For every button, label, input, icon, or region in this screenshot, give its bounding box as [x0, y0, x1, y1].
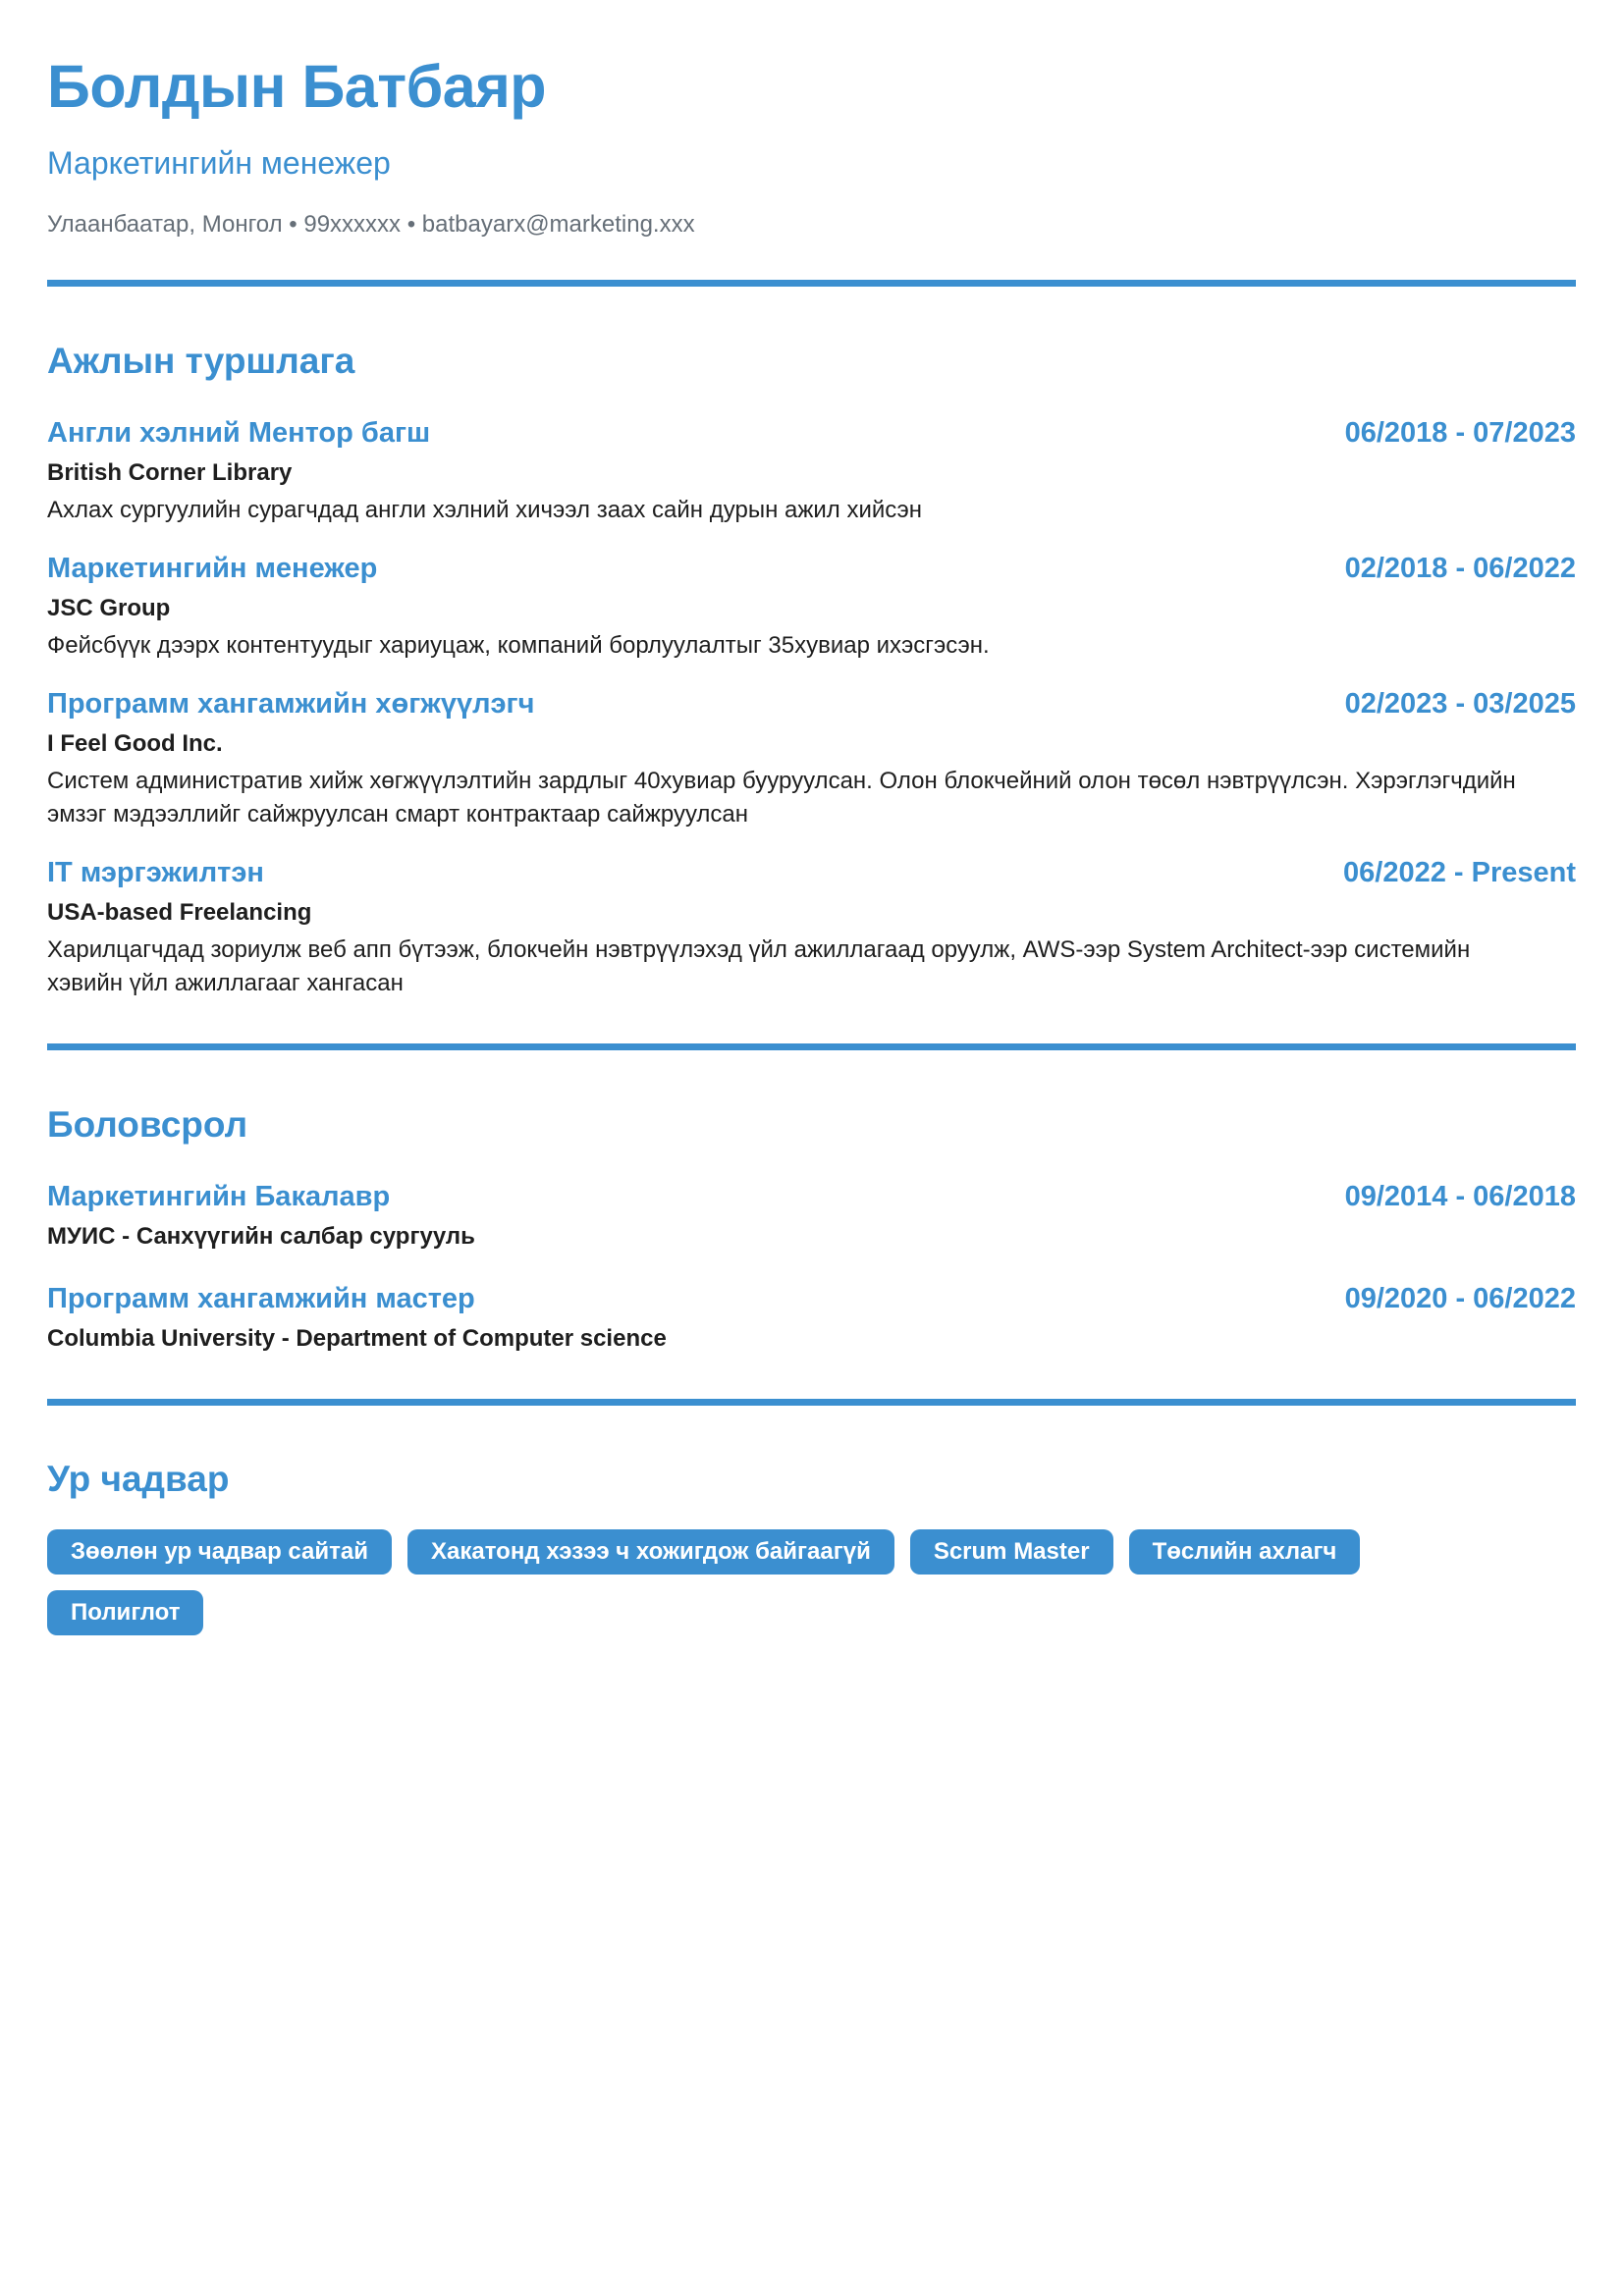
education-item	[47, 1179, 1576, 1252]
job-title: Программ хангамжийн хөгжүүлэгч	[47, 688, 535, 720]
person-name: Болдын Батбаяр	[47, 53, 547, 120]
experience-item-header	[47, 415, 1576, 451]
skill-tag: Хакатонд хэзээ ч хожигдож байгаагүй	[407, 1529, 894, 1575]
experience-item-header	[47, 855, 1576, 890]
institution: МУИС - Санхүүгийн салбар сургууль	[47, 1223, 475, 1250]
education-item	[47, 1281, 1576, 1354]
job-description: Харилцагчдад зориулж веб апп бүтээж, блокчейн нэвтрүүлэхэд үйл ажиллагаад оруулж, AWS-ээр System Architect-ээр системийн хэвийн үйл ажиллагааг хангасан	[47, 936, 1471, 996]
degree-title: Маркетингийн Бакалавр	[47, 1181, 391, 1212]
job-dates: 02/2018 - 06/2022	[1344, 553, 1576, 584]
employer: USA-based Freelancing	[47, 899, 312, 926]
experience-item	[47, 551, 1576, 663]
skills-heading: Ур чадвар	[47, 1459, 230, 1499]
section-divider	[47, 280, 1576, 287]
experience-item	[47, 855, 1576, 1000]
experience-item-header	[47, 551, 1576, 586]
education-item-header	[47, 1281, 1576, 1316]
job-dates: 02/2023 - 03/2025	[1344, 688, 1576, 720]
job-dates: 06/2022 - Present	[1343, 857, 1576, 888]
experience-item	[47, 686, 1576, 831]
section-divider	[47, 1399, 1576, 1406]
skill-tag: Төслийн ахлагч	[1129, 1529, 1361, 1575]
education-item-header	[47, 1179, 1576, 1214]
employer: I Feel Good Inc.	[47, 730, 223, 757]
job-dates: 06/2018 - 07/2023	[1344, 417, 1576, 449]
person-role: Маркетингийн менежер	[47, 145, 391, 181]
skills-list	[47, 1529, 1461, 1635]
degree-dates: 09/2014 - 06/2018	[1344, 1181, 1576, 1212]
experience-item	[47, 415, 1576, 527]
employer: British Corner Library	[47, 459, 293, 486]
institution: Columbia University - Department of Computer science	[47, 1325, 667, 1352]
job-title: IT мэргэжилтэн	[47, 857, 264, 888]
job-title: Англи хэлний Ментор багш	[47, 417, 431, 449]
degree-dates: 09/2020 - 06/2022	[1344, 1283, 1576, 1314]
education-heading: Боловсрол	[47, 1104, 248, 1145]
experience-heading: Ажлын туршлага	[47, 341, 355, 381]
section-divider	[47, 1043, 1576, 1050]
employer: JSC Group	[47, 595, 171, 621]
skill-tag: Полиглот	[47, 1590, 203, 1635]
education-list	[47, 1179, 1576, 1354]
skill-tag: Scrum Master	[910, 1529, 1113, 1575]
skill-tag: Зөөлөн ур чадвар сайтай	[47, 1529, 392, 1575]
job-title: Маркетингийн менежер	[47, 553, 378, 584]
experience-item-header	[47, 686, 1576, 721]
contact-line: Улаанбаатар, Монгол • 99xxxxxx • batbayarx@marketing.xxx	[47, 211, 695, 238]
job-description: Ахлах сургуулийн сурагчдад англи хэлний хичээл заах сайн дурын ажил хийсэн	[47, 497, 923, 523]
job-description: Фейсбүүк дээрх контентуудыг хариуцаж, компаний борлуулалтыг 35хувиар ихэсгэсэн.	[47, 632, 990, 659]
experience-list	[47, 415, 1576, 1000]
job-description: Систем административ хийж хөгжүүлэлтийн зардлыг 40хувиар бууруулсан. Олон блокчейний олон төсөл нэвтрүүлсэн. Хэрэглэгчдийн эмзэг мэдээллийг сайжруулсан смарт контрактаар сайжруулсан	[47, 768, 1516, 828]
degree-title: Программ хангамжийн мастер	[47, 1283, 475, 1314]
